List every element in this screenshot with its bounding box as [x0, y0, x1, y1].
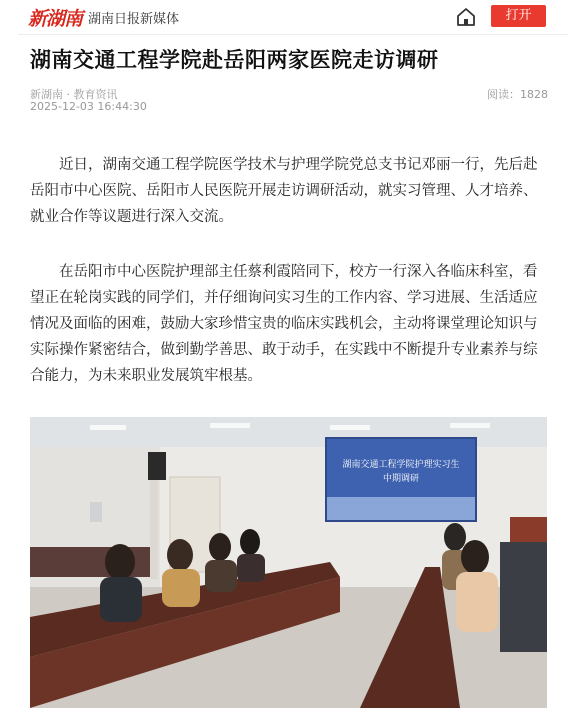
top-bar	[0, 0, 586, 34]
article-paragraph: 在岳阳市中心医院护理部主任蔡利霞陪同下，校方一行深入各临床科室，看望正在轮岗实践的同学们，并仔细询问实习生的工作内容、学习进展、生活适应情况及面临的困难，鼓励大家珍惜宝贵的临床实践机会，主动将课堂理论知识与实际操作紧密结合，做到勤学善思、敢于动手，在实践中不断提升专业素养与综合能力，为未来职业发展筑牢根基。	[30, 264, 538, 384]
home-icon[interactable]	[456, 7, 476, 27]
read-count: 阅读：1828	[487, 88, 548, 101]
article-paragraph: 近日，湖南交通工程学院医学技术与护理学院党总支书记邓丽一行，先后赴岳阳市中心医院、岳阳市人民医院开展走访调研活动，就实习管理、人才培养、就业合作等议题进行深入交流。	[30, 157, 538, 225]
article-title: 湖南交通工程学院赴岳阳两家医院走访调研	[30, 48, 439, 72]
screen-title: 湖南交通工程学院护理实习生	[342, 460, 460, 470]
article-photo[interactable]	[30, 417, 547, 708]
open-app-button[interactable]: 打开	[491, 5, 546, 27]
article-source: 新湖南 · 教育资讯	[30, 88, 118, 101]
brand-name: 湖南日报新媒体	[88, 12, 180, 27]
header-divider	[18, 34, 568, 35]
app-logo[interactable]: 新湖南	[28, 8, 83, 30]
article-datetime: 2025-12-03 16:44:30	[30, 100, 147, 113]
screen-subtitle: 中期调研	[382, 474, 420, 484]
